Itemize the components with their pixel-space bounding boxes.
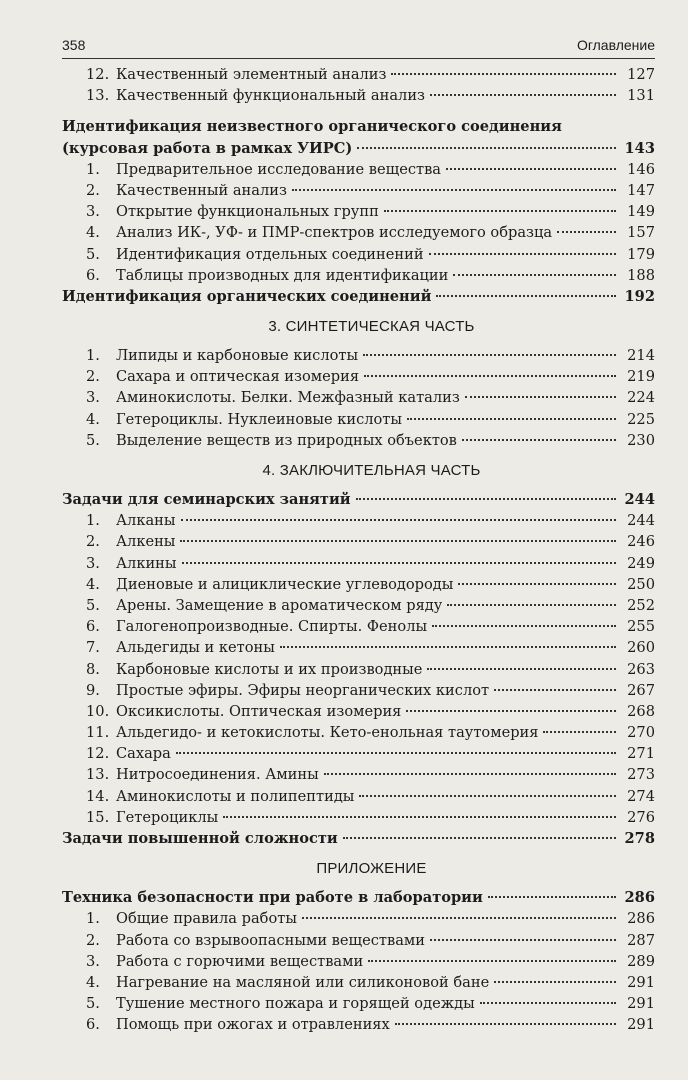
toc-entry xyxy=(62,222,655,243)
entry-number: 5. xyxy=(86,995,100,1013)
entry-title: Помощь при ожогах и отравлениях xyxy=(116,1016,390,1034)
toc-entry xyxy=(62,743,655,764)
entry-page-number: 270 xyxy=(627,724,655,742)
entry-number: 5. xyxy=(86,596,100,614)
dot-leader xyxy=(494,689,616,691)
entry-title: Галогенопроизводные. Спирты. Фенолы xyxy=(116,618,428,636)
toc-entry xyxy=(62,722,655,743)
entry-page-number: 291 xyxy=(627,973,655,991)
entry-number: 4. xyxy=(86,575,100,593)
entry-page-number: 214 xyxy=(627,347,655,365)
entry-number: 4. xyxy=(86,973,100,991)
dot-leader xyxy=(436,295,616,297)
entry-number: 15. xyxy=(86,808,110,826)
entry-number: 5. xyxy=(86,431,100,449)
entry-title: Сахара xyxy=(116,745,171,763)
entry-title: Идентификация неизвестного органического соединения xyxy=(62,118,562,136)
toc-entry xyxy=(62,993,655,1014)
toc-entry xyxy=(62,64,655,85)
entry-title: Альдегиды и кетоны xyxy=(116,639,275,657)
entry-title: Выделение веществ из природных объектов xyxy=(116,431,457,449)
entry-title: Тушение местного пожара и горящей одежды xyxy=(116,995,475,1013)
toc-section-heading xyxy=(62,138,655,159)
dot-leader xyxy=(557,231,616,233)
dot-leader xyxy=(302,917,616,919)
dot-leader xyxy=(430,939,616,941)
toc-entry xyxy=(62,409,655,430)
entry-page-number: 188 xyxy=(627,266,655,284)
entry-title: Алкены xyxy=(116,533,176,551)
entry-number: 2. xyxy=(86,533,100,551)
toc-entry xyxy=(62,510,655,531)
dot-leader xyxy=(223,816,616,818)
entry-number: 12. xyxy=(86,745,110,763)
toc-entry xyxy=(62,201,655,222)
entry-page-number: 260 xyxy=(627,639,655,657)
entry-title: Таблицы производных для идентификации xyxy=(116,266,449,284)
entry-title: Диеновые и алициклические углеводороды xyxy=(116,575,454,593)
entry-page-number: 230 xyxy=(627,431,655,449)
entry-page-number: 276 xyxy=(627,808,655,826)
entry-title: Сахара и оптическая изомерия xyxy=(116,368,360,386)
entry-title: Арены. Замещение в ароматическом ряду xyxy=(116,596,443,614)
dot-leader xyxy=(182,562,616,564)
dot-leader xyxy=(364,375,616,377)
dot-leader xyxy=(359,795,616,797)
toc-entry xyxy=(62,387,655,408)
entry-page-number: 246 xyxy=(627,533,655,551)
entry-number: 6. xyxy=(86,266,100,284)
entry-title: Аминокислоты. Белки. Межфазный катализ xyxy=(116,389,460,407)
dot-leader xyxy=(488,896,616,898)
entry-page-number: 286 xyxy=(624,889,655,907)
entry-title: Гетероциклы xyxy=(116,808,219,826)
entry-number: 13. xyxy=(86,87,110,105)
entry-number: 10. xyxy=(86,702,110,720)
dot-leader xyxy=(343,837,616,839)
toc-entry xyxy=(62,366,655,387)
toc-entry xyxy=(62,659,655,680)
toc-entry xyxy=(62,180,655,201)
toc-entry xyxy=(62,637,655,658)
entry-number: 12. xyxy=(86,66,110,83)
entry-page-number: 267 xyxy=(627,681,655,699)
entry-page-number: 287 xyxy=(627,931,655,949)
entry-number: 2. xyxy=(86,931,100,949)
entry-page-number: 263 xyxy=(627,660,655,678)
page-header xyxy=(62,34,655,59)
toc-entry xyxy=(62,680,655,701)
dot-leader xyxy=(458,583,616,585)
entry-page-number: 252 xyxy=(627,596,655,614)
entry-number: 2. xyxy=(86,181,100,199)
entry-page-number: 225 xyxy=(627,410,655,428)
entry-page-number: 146 xyxy=(627,160,655,178)
dot-leader xyxy=(324,773,616,775)
dot-leader xyxy=(543,731,616,733)
entry-title: Гетероциклы. Нуклеиновые кислоты xyxy=(116,410,402,428)
dot-leader xyxy=(280,646,616,648)
toc-entry xyxy=(62,595,655,616)
dot-leader xyxy=(429,253,616,255)
entry-page-number: 273 xyxy=(627,766,655,784)
dot-leader xyxy=(356,498,616,500)
entry-number: 4. xyxy=(86,410,100,428)
entry-number: 1. xyxy=(86,160,100,178)
entry-page-number: 143 xyxy=(624,139,655,157)
entry-title: Анализ ИК-, УФ- и ПМР-спектров исследуемого образца xyxy=(116,224,553,242)
entry-title: Общие правила работы xyxy=(116,910,297,928)
toc-section-heading xyxy=(62,116,655,137)
dot-leader xyxy=(494,981,616,983)
running-title: Оглавление xyxy=(576,37,655,53)
entry-title: Идентификация органических соединений xyxy=(62,287,432,305)
dot-leader xyxy=(453,274,616,276)
entry-title: Работа с горючими веществами xyxy=(116,952,364,970)
entry-page-number: 289 xyxy=(627,952,655,970)
entry-title: Алканы xyxy=(116,512,176,530)
dot-leader xyxy=(384,210,616,212)
entry-page-number: 219 xyxy=(627,368,655,386)
entry-title: Предварительное исследование вещества xyxy=(116,160,442,178)
entry-title: Задачи повышенной сложности xyxy=(62,830,338,847)
entry-title: Оксикислоты. Оптическая изомерия xyxy=(116,702,402,720)
toc-entry xyxy=(62,786,655,807)
part-heading: ПРИЛОЖЕНИЕ xyxy=(316,860,427,878)
toc-entry xyxy=(62,701,655,722)
toc-entry xyxy=(62,807,655,828)
dot-leader xyxy=(465,396,616,398)
entry-number: 7. xyxy=(86,639,100,657)
toc-entry xyxy=(62,951,655,972)
toc-entry xyxy=(62,972,655,993)
entry-page-number: 131 xyxy=(627,87,655,105)
entry-number: 3. xyxy=(86,389,100,407)
entry-number: 8. xyxy=(86,660,100,678)
entry-page-number: 271 xyxy=(627,745,655,763)
entry-page-number: 192 xyxy=(624,287,655,305)
dot-leader xyxy=(391,73,616,75)
entry-number: 1. xyxy=(86,512,100,530)
entry-page-number: 157 xyxy=(627,224,655,242)
dot-leader xyxy=(406,710,616,712)
entry-title: Качественный элементный анализ xyxy=(116,66,387,83)
toc-entry xyxy=(62,930,655,951)
part-heading: 3. СИНТЕТИЧЕСКАЯ ЧАСТЬ xyxy=(268,318,475,336)
dot-leader xyxy=(446,168,616,170)
toc-section-heading xyxy=(62,286,655,307)
dot-leader xyxy=(427,668,616,670)
entry-title: Карбоновые кислоты и их производные xyxy=(116,660,423,678)
entry-number: 9. xyxy=(86,681,100,699)
dot-leader xyxy=(181,519,617,521)
entry-page-number: 244 xyxy=(624,491,655,508)
toc-entry xyxy=(62,553,655,574)
dot-leader xyxy=(292,189,616,191)
entry-number: 14. xyxy=(86,787,110,805)
entry-title: Алкины xyxy=(116,554,177,572)
toc-entry xyxy=(62,85,655,106)
entry-page-number: 250 xyxy=(627,575,655,593)
entry-title: Качественный функциональный анализ xyxy=(116,87,426,105)
toc-section-heading xyxy=(62,489,655,510)
entry-page-number: 224 xyxy=(627,389,655,407)
entry-number: 3. xyxy=(86,554,100,572)
page-number: 358 xyxy=(62,37,86,53)
dot-leader xyxy=(447,604,616,606)
toc-entry xyxy=(62,430,655,451)
entry-page-number: 268 xyxy=(627,702,655,720)
entry-title: Идентификация отдельных соединений xyxy=(116,245,424,263)
entry-page-number: 291 xyxy=(627,1016,655,1034)
entry-title: (курсовая работа в рамках УИРС) xyxy=(62,139,353,157)
toc-entry xyxy=(62,1014,655,1035)
toc-entry xyxy=(62,265,655,286)
entry-number: 5. xyxy=(86,245,100,263)
dot-leader xyxy=(480,1002,616,1004)
entry-title: Задачи для семинарских занятий xyxy=(62,491,351,508)
entry-page-number: 127 xyxy=(627,66,655,83)
toc-section-heading xyxy=(62,828,655,849)
entry-page-number: 286 xyxy=(627,910,655,928)
dot-leader xyxy=(357,147,616,149)
part-heading: 4. ЗАКЛЮЧИТЕЛЬНАЯ ЧАСТЬ xyxy=(262,462,481,479)
entry-title: Аминокислоты и полипептиды xyxy=(116,787,355,805)
entry-number: 11. xyxy=(86,724,110,742)
dot-leader xyxy=(180,540,616,542)
entry-number: 6. xyxy=(86,1016,100,1034)
toc-entry xyxy=(62,908,655,929)
entry-number: 1. xyxy=(86,347,100,365)
section-spacer xyxy=(62,106,655,116)
toc-entry xyxy=(62,764,655,785)
toc-entry xyxy=(62,574,655,595)
entry-title: Липиды и карбоновые кислоты xyxy=(116,347,359,365)
entry-page-number: 274 xyxy=(627,787,655,805)
entry-number: 2. xyxy=(86,368,100,386)
entry-title: Нагревание на масляной или силиконовой бане xyxy=(116,973,490,991)
entry-page-number: 244 xyxy=(627,512,655,530)
toc-entry xyxy=(62,616,655,637)
entry-page-number: 179 xyxy=(627,245,655,263)
toc-entry xyxy=(62,345,655,366)
dot-leader xyxy=(363,354,616,356)
entry-title: Техника безопасности при работе в лаборатории xyxy=(62,889,483,907)
entry-page-number: 149 xyxy=(627,203,655,221)
toc-entry xyxy=(62,244,655,265)
toc-section-heading xyxy=(62,887,655,908)
entry-page-number: 278 xyxy=(624,830,655,847)
entry-page-number: 147 xyxy=(627,181,655,199)
entry-page-number: 249 xyxy=(627,554,655,572)
dot-leader xyxy=(407,418,616,420)
dot-leader xyxy=(395,1023,616,1025)
entry-title: Качественный анализ xyxy=(116,181,287,199)
dot-leader xyxy=(430,94,616,96)
dot-leader xyxy=(176,752,616,754)
entry-title: Открытие функциональных групп xyxy=(116,203,379,221)
entry-number: 3. xyxy=(86,203,100,221)
entry-number: 6. xyxy=(86,618,100,636)
table-of-contents xyxy=(62,64,655,1036)
entry-number: 1. xyxy=(86,910,100,928)
dot-leader xyxy=(368,960,616,962)
entry-title: Нитросоединения. Амины xyxy=(116,766,319,784)
entry-number: 13. xyxy=(86,766,110,784)
entry-title: Альдегидо- и кетокислоты. Кето-енольная таутомерия xyxy=(116,724,539,742)
toc-entry xyxy=(62,531,655,552)
entry-title: Простые эфиры. Эфиры неорганических кислот xyxy=(116,681,490,699)
dot-leader xyxy=(462,439,616,441)
entry-number: 4. xyxy=(86,224,100,242)
entry-page-number: 291 xyxy=(627,995,655,1013)
dot-leader xyxy=(432,625,616,627)
entry-page-number: 255 xyxy=(627,618,655,636)
entry-title: Работа со взрывоопасными веществами xyxy=(116,931,425,949)
entry-number: 3. xyxy=(86,952,100,970)
toc-entry xyxy=(62,159,655,180)
